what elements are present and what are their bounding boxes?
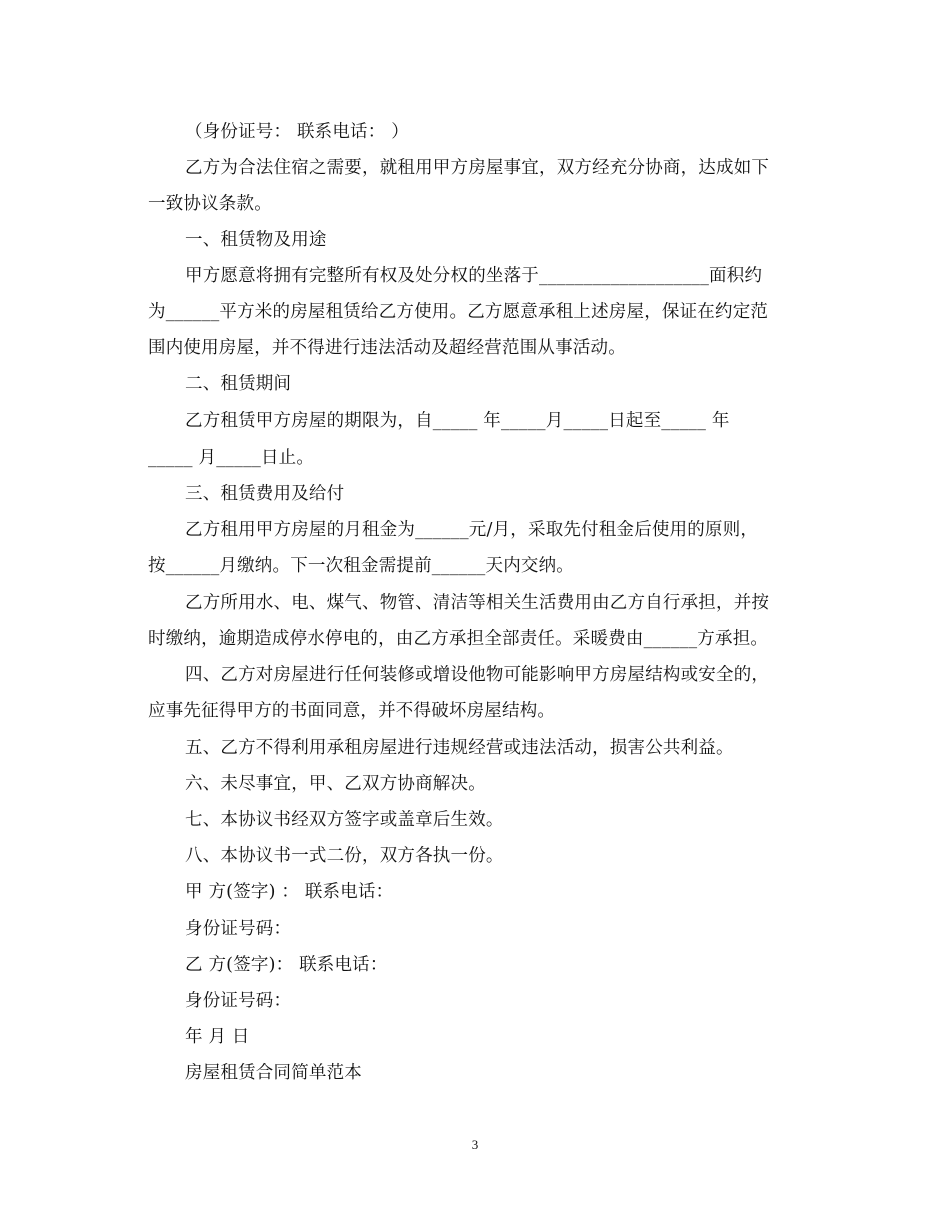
section-1-line-3: 围内使用房屋，并不得进行违法活动及超经营范围从事活动。: [148, 338, 626, 358]
paragraph-intro-line-1: 乙方为合法住宿之需要，就租用甲方房屋事宜，双方经充分协商，达成如下: [185, 158, 770, 178]
clause-7: 七、本协议书经双方签字或盖章后生效。: [185, 810, 504, 830]
section-3-line-4: 时缴纳，逾期造成停水停电的，由乙方承担全部责任。采暖费由______方承担。: [148, 629, 769, 649]
clause-4-line-2: 应事先征得甲方的书面同意，并不得破坏房屋结构。: [148, 701, 556, 721]
party-a-id-line: 身份证号码：: [185, 919, 292, 939]
clause-5: 五、乙方不得利用承租房屋进行违规经营或违法活动，损害公共利益。: [185, 738, 734, 758]
section-1-line-2: 为______平方米的房屋租赁给乙方使用。乙方愿意承租上述房屋，保证在约定范: [148, 302, 769, 322]
paragraph-intro-line-2: 一致协议条款。: [148, 194, 272, 214]
section-3-line-1: 乙方租用甲方房屋的月租金为______元/月，采取先付租金后使用的原则，: [185, 520, 759, 540]
section-1-line-1: 甲方愿意将拥有完整所有权及处分权的坐落于___________________面积约: [185, 266, 763, 286]
page-number: 3: [471, 1137, 479, 1152]
date-line: 年 月 日: [185, 1027, 250, 1047]
section-2-line-1: 乙方租赁甲方房屋的期限为，自_____ 年_____月_____日起至_____ 年: [185, 411, 730, 431]
section-2-line-2: _____ 月_____日止。: [148, 448, 315, 468]
section-heading-3: 三、租赁费用及给付: [185, 484, 345, 504]
id-contact-line: （身份证号： 联系电话： ）: [185, 122, 409, 142]
party-b-signature-line: 乙 方(签字)： 联系电话：: [185, 955, 388, 975]
clause-6: 六、未尽事宜，甲、乙双方协商解决。: [185, 774, 486, 794]
party-b-id-line: 身份证号码：: [185, 991, 292, 1011]
next-section-title: 房屋租赁合同简单范本: [185, 1063, 362, 1083]
party-a-signature-line: 甲 方(签字) ： 联系电话：: [185, 882, 394, 902]
clause-8: 八、本协议书一式二份，双方各执一份。: [185, 846, 504, 866]
section-3-line-2: 按______月缴纳。下一次租金需提前______天内交纳。: [148, 556, 574, 576]
section-3-line-3: 乙方所用水、电、煤气、物管、清洁等相关生活费用由乙方自行承担，并按: [185, 593, 770, 613]
section-heading-2: 二、租赁期间: [185, 374, 292, 394]
section-heading-1: 一、租赁物及用途: [185, 230, 327, 250]
clause-4-line-1: 四、乙方对房屋进行任何装修或增设他物可能影响甲方房屋结构或安全的，: [185, 665, 770, 685]
